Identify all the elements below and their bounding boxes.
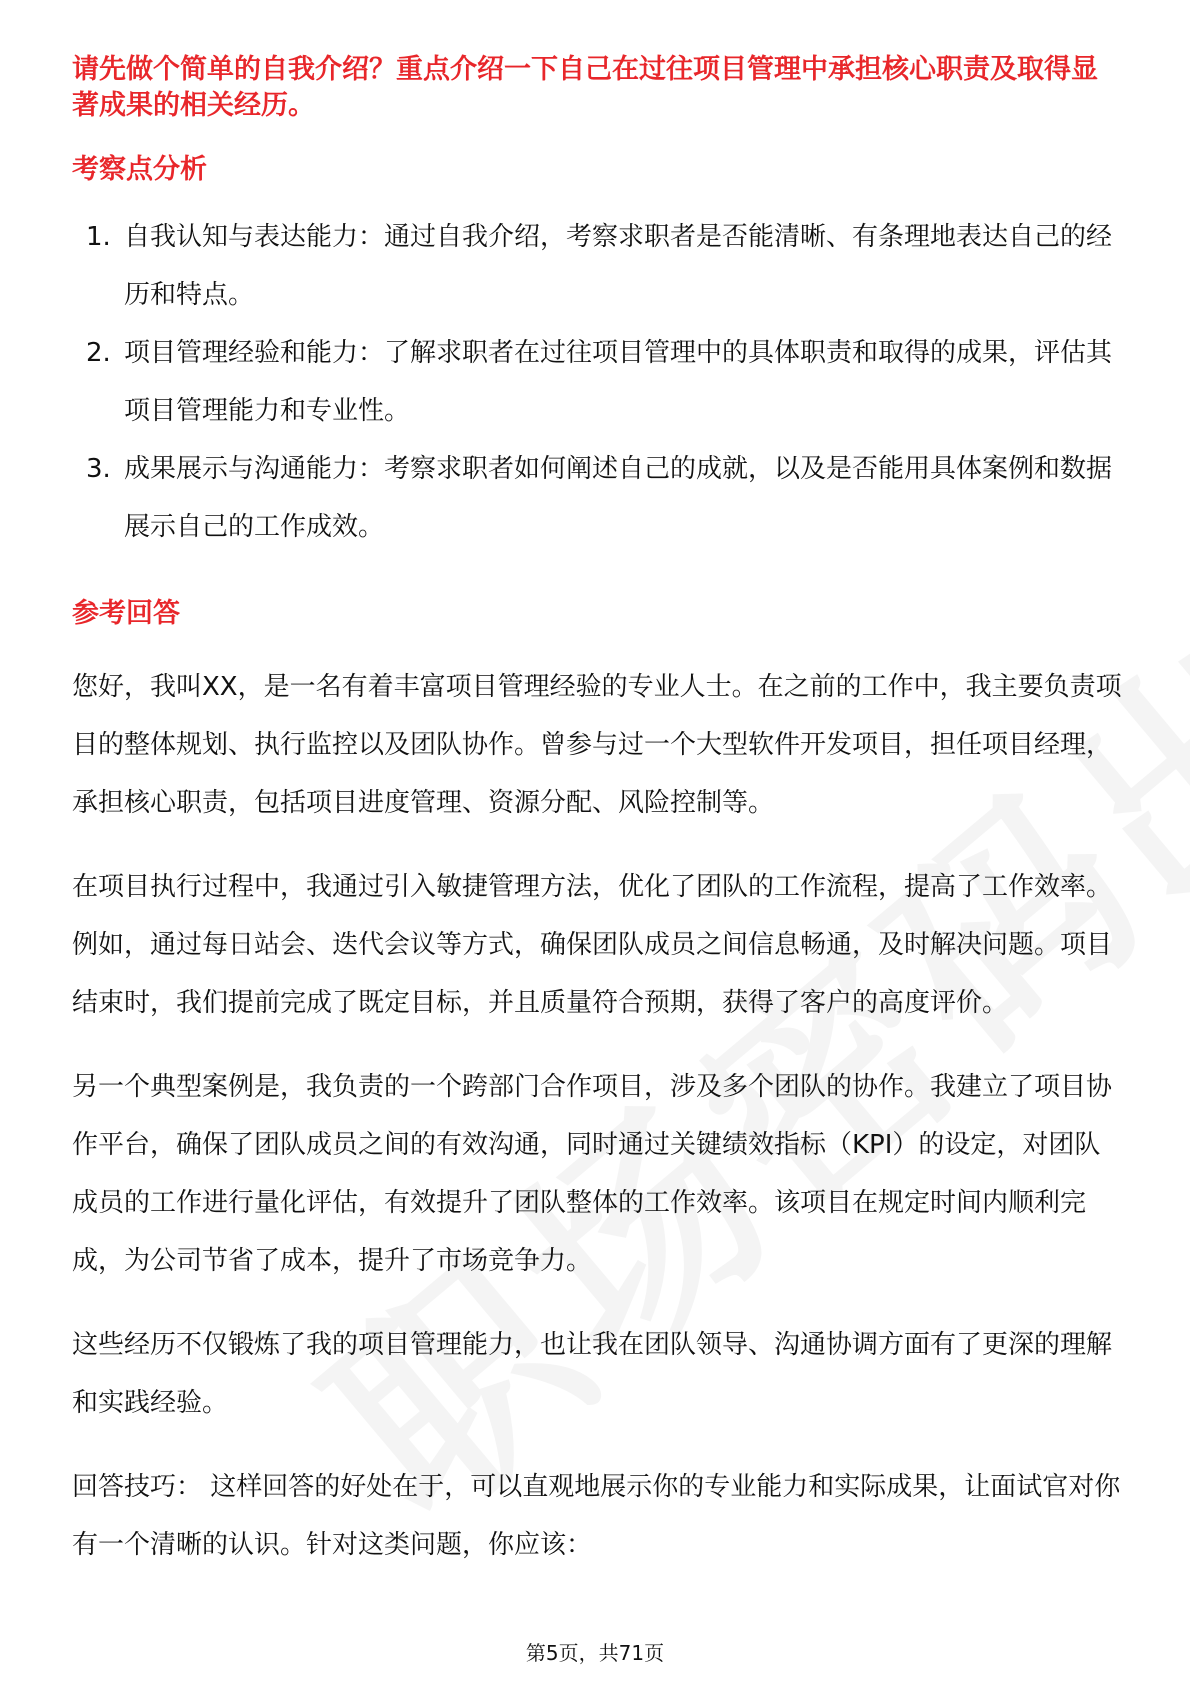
analysis-item [72,440,1122,556]
answer-paragraph: 您好，我叫XX，是一名有着丰富项目管理经验的专业人士。在之前的工作中，我主要负责项目的整体规划、执行监控以及团队协作。曾参与过一个大型软件开发项目，担任项目经理，承担核心职责，包括项目进度管理、资源分配、风险控制等。 [72,672,1122,818]
analysis-list [72,208,1122,556]
answer-tips: 回答技巧： 这样回答的好处在于，可以直观地展示你的专业能力和实际成果，让面试官对你有一个清晰的认识。针对这类问题，你应该： [72,1472,1121,1560]
analysis-item-text: 项目管理经验和能力：了解求职者在过往项目管理中的具体职责和取得的成果，评估其项目管理能力和专业性。 [124,338,1113,426]
list-number: 2. [86,338,111,368]
answer-paragraph: 这些经历不仅锻炼了我的项目管理能力，也让我在团队领导、沟通协调方面有了更深的理解和实践经验。 [72,1330,1113,1418]
answer-heading: 参考回答 [72,598,180,629]
analysis-item-text: 成果展示与沟通能力：考察求职者如何阐述自己的成就，以及是否能用具体案例和数据展示自己的工作成效。 [124,454,1113,542]
list-number: 1. [86,222,111,252]
page-number: 第5页，共71页 [525,1641,665,1665]
list-number: 3. [86,454,111,484]
analysis-item-text: 自我认知与表达能力：通过自我介绍，考察求职者是否能清晰、有条理地表达自己的经历和特点。 [124,222,1113,310]
analysis-heading: 考察点分析 [72,154,207,185]
answer-paragraph: 在项目执行过程中，我通过引入敏捷管理方法，优化了团队的工作流程，提高了工作效率。例如，通过每日站会、迭代会议等方式，确保团队成员之间信息畅通，及时解决问题。项目结束时，我们提前完成了既定目标，并且质量符合预期，获得了客户的高度评价。 [72,872,1113,1018]
analysis-item [72,324,1122,440]
answer-paragraph: 另一个典型案例是，我负责的一个跨部门合作项目，涉及多个团队的协作。我建立了项目协作平台，确保了团队成员之间的有效沟通，同时通过关键绩效指标（KPI）的设定，对团队成员的工作进行量化评估，有效提升了团队整体的工作效率。该项目在规定时间内顺利完成，为公司节省了成本，提升了市场竞争力。 [72,1072,1113,1276]
interview-question: 请先做个简单的自我介绍？重点介绍一下自己在过往项目管理中承担核心职责及取得显著成果的相关经历。 [72,54,1098,121]
document-content [72,52,1122,1574]
analysis-item [72,208,1122,324]
